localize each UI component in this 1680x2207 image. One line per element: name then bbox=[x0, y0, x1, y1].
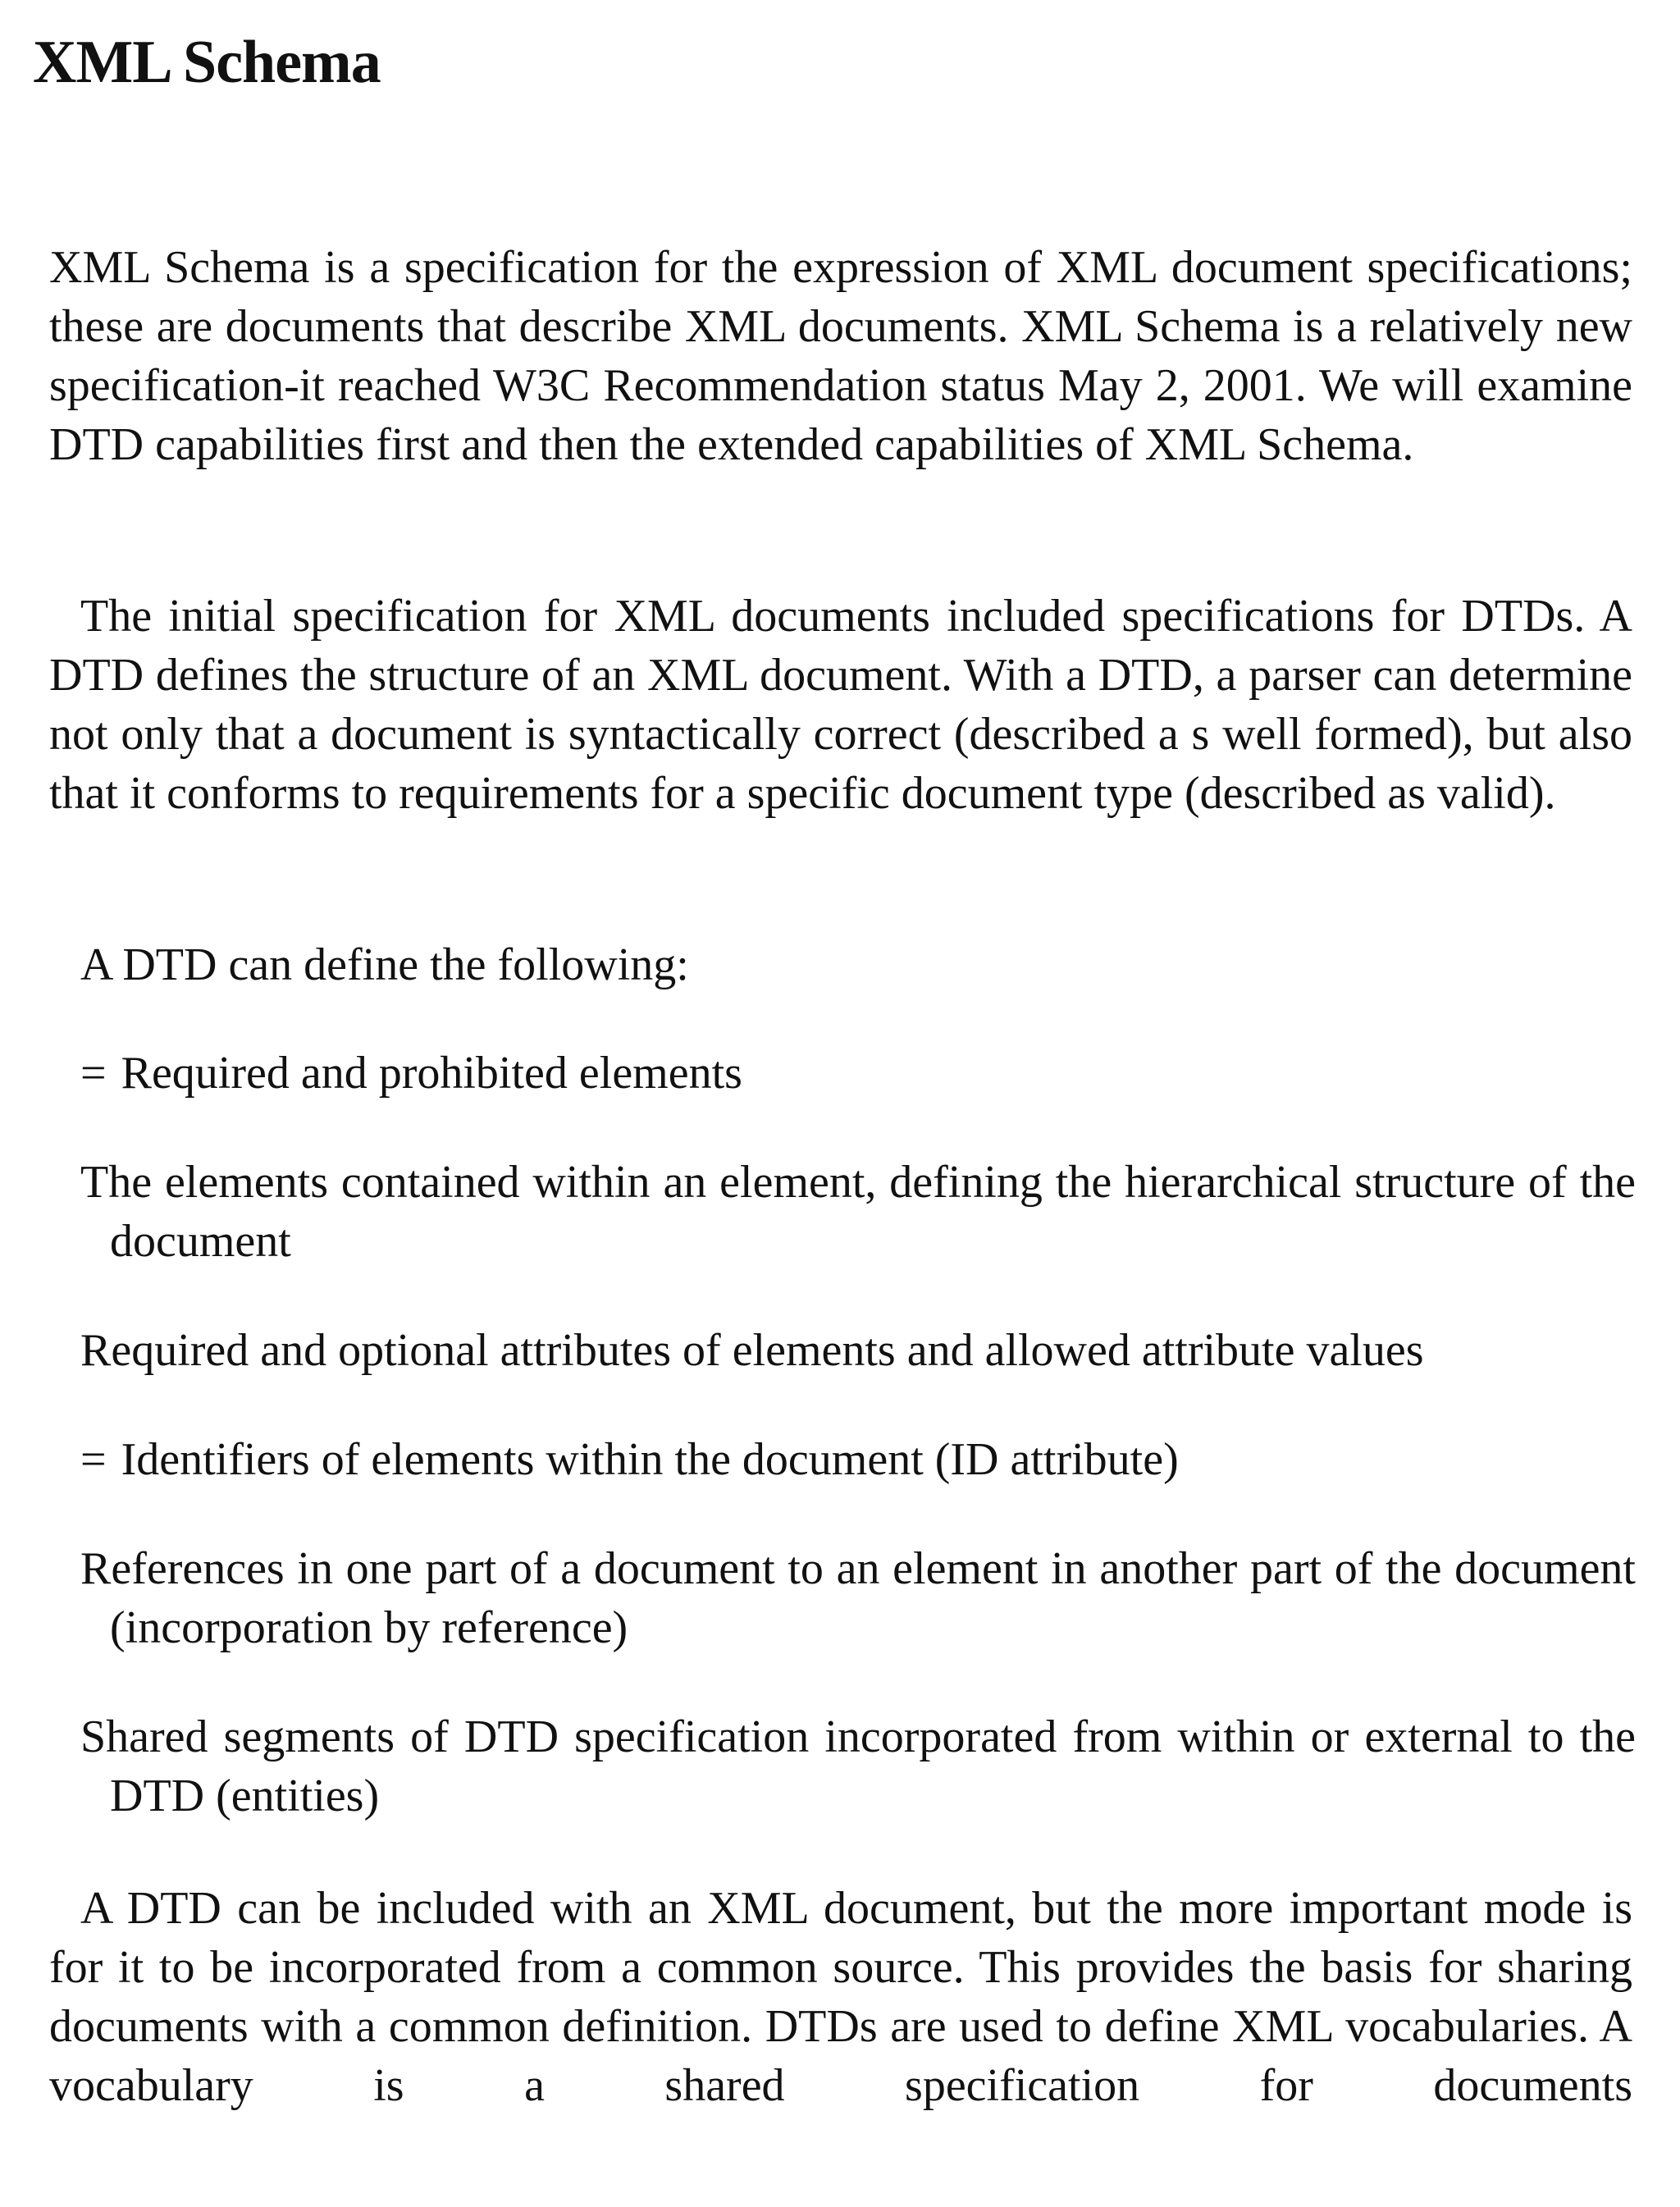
list-item bbox=[80, 1153, 1636, 1271]
list-item-text: Identifiers of elements within the document (ID attribute) bbox=[121, 1434, 1179, 1485]
list-intro: A DTD can define the following: bbox=[80, 939, 689, 990]
list-item-text: Required and optional attributes of elements and allowed attribute values bbox=[80, 1325, 1424, 1376]
list-item bbox=[80, 1430, 1636, 1489]
paragraph-dtd-inclusion: A DTD can be included with an XML document, but the more important mode is for it to be incorporated from a common source. This provides the basis for sharing documents with a common definition. DTDs are used to define XML vocabularies. A vocabulary is a shared specification for documents bbox=[49, 1883, 1632, 2111]
paragraph-dtd-overview: The initial specification for XML documents included specifications for DTDs. A DTD defines the structure of an XML document. With a DTD, a parser can determine not only that a document is syntactically correct (described a s well formed), but also that it conforms to requirements for a specific document type (described as valid). bbox=[49, 591, 1632, 819]
list-item bbox=[80, 1539, 1636, 1657]
list-item bbox=[80, 1321, 1636, 1380]
list-item-marker: = bbox=[80, 1048, 107, 1099]
list-item-text: References in one part of a document to an element in another part of the document (incorporation by reference) bbox=[80, 1543, 1636, 1653]
paragraph-xml-schema-intro: XML Schema is a specification for the expression of XML document specifications; these are documents that describe XML documents. XML Schema is a relatively new specification-it reached W3C Recommendation status May 2, 2001. We will examine DTD capabilities first and then the extended capabilities of XML Schema. bbox=[49, 242, 1632, 470]
list-item-text: Shared segments of DTD specification incorporated from within or external to the DTD (entities) bbox=[80, 1711, 1636, 1821]
list-item bbox=[80, 1044, 1636, 1103]
list-item bbox=[80, 1707, 1636, 1825]
page-title: XML Schema bbox=[33, 29, 381, 96]
list-item-text: Required and prohibited elements bbox=[121, 1048, 742, 1099]
list-item-text: The elements contained within an element, defining the hierarchical structure of the document bbox=[80, 1157, 1636, 1267]
list-item-marker: = bbox=[80, 1434, 107, 1485]
